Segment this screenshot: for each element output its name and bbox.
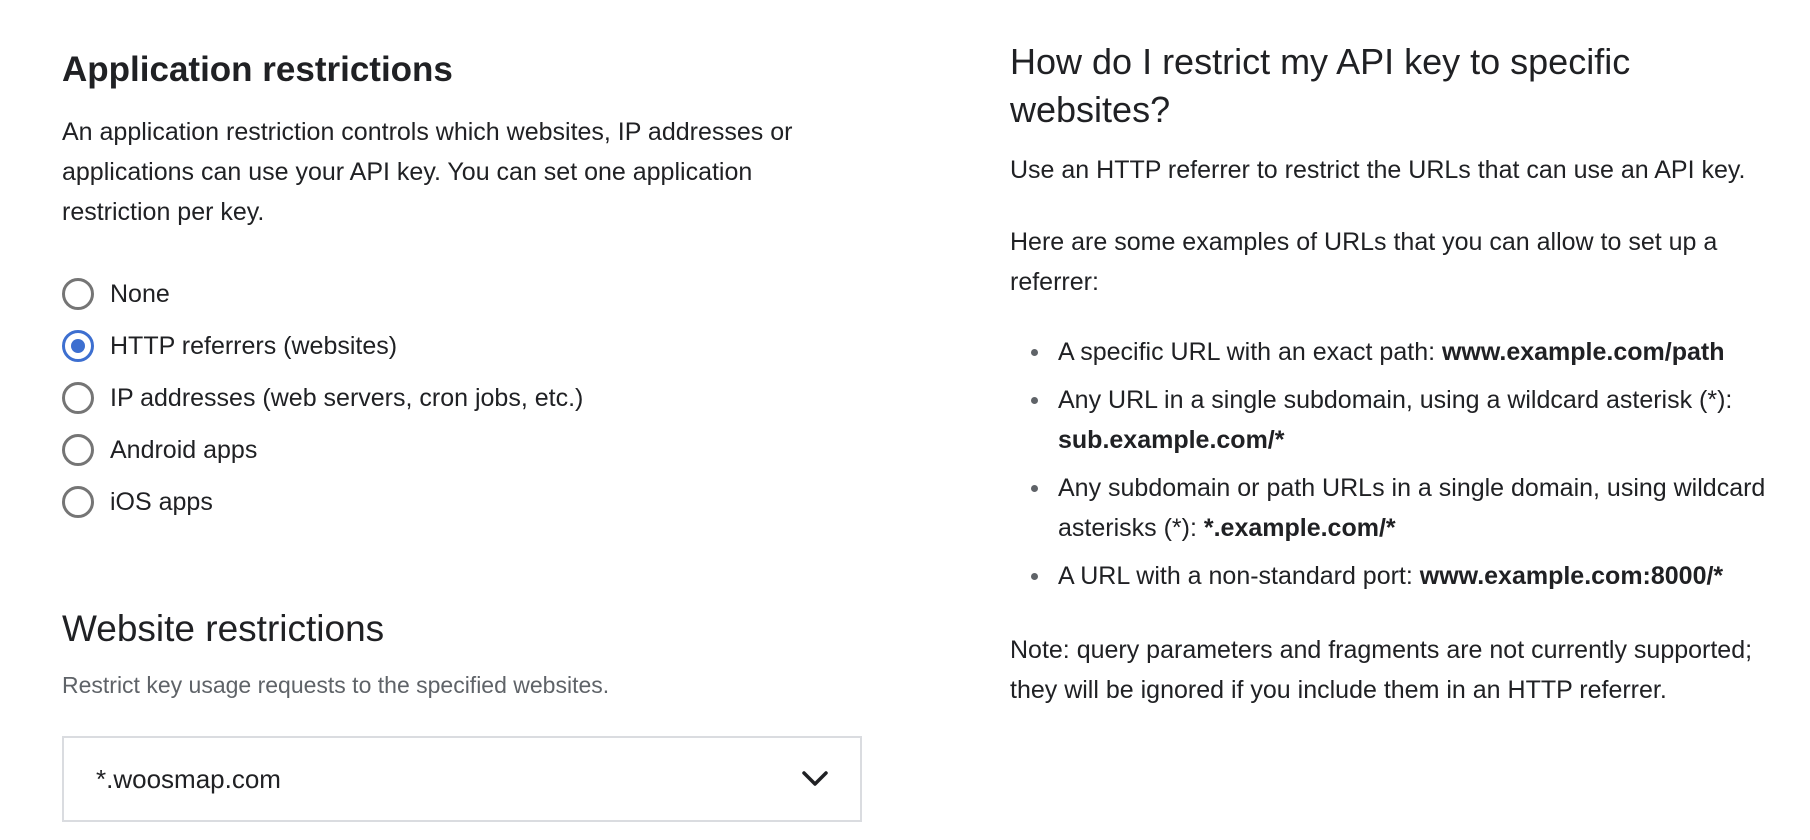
radio-button-none[interactable] <box>62 278 94 310</box>
example-url: *.example.com/* <box>1203 514 1396 542</box>
list-item <box>1058 468 1810 548</box>
example-text: Any subdomain or path URLs in a single domain, using wildcard asterisks (*): <box>1058 474 1766 542</box>
radio-option-http-referrers[interactable] <box>62 320 583 372</box>
example-text: Any URL in a single subdomain, using a wildcard asterisk (*): <box>1058 386 1733 414</box>
radio-label-ios-apps: iOS apps <box>110 487 213 516</box>
radio-label-http-referrers: HTTP referrers (websites) <box>110 331 398 360</box>
radio-button-android-apps[interactable] <box>62 434 94 466</box>
radio-button-ios-apps[interactable] <box>62 486 94 518</box>
example-text: A specific URL with an exact path: <box>1058 338 1442 366</box>
radio-label-none: None <box>110 279 170 308</box>
example-text: A URL with a non-standard port: <box>1058 562 1420 590</box>
help-examples-list <box>1010 332 1810 604</box>
list-item <box>1058 556 1810 596</box>
website-restrictions-title: Website restrictions <box>62 608 385 649</box>
website-referrer-dropdown[interactable] <box>62 736 862 822</box>
application-restrictions-description: An application restriction controls which websites, IP addresses or applications can use your API key. You can set one application restriction per key. <box>62 118 793 226</box>
website-restrictions-description: Restrict key usage requests to the specified websites. <box>62 672 610 698</box>
application-restrictions-title: Application restrictions <box>62 50 453 89</box>
website-referrer-value: *.woosmap.com <box>96 763 281 794</box>
example-url: sub.example.com/* <box>1058 426 1285 454</box>
application-restriction-radio-group <box>62 268 583 528</box>
radio-label-ip-addresses: IP addresses (web servers, cron jobs, etc.) <box>110 383 584 412</box>
radio-option-ip-addresses[interactable] <box>62 372 583 424</box>
example-url: www.example.com/path <box>1441 338 1725 366</box>
radio-button-ip-addresses[interactable] <box>62 382 94 414</box>
help-note: Note: query parameters and fragments are not currently supported; they will be ignored if you include them in an HTTP referrer. <box>1010 636 1753 704</box>
radio-option-ios-apps[interactable] <box>62 476 583 528</box>
list-item <box>1058 380 1810 460</box>
list-item <box>1058 332 1810 372</box>
radio-option-android-apps[interactable] <box>62 424 583 476</box>
help-intro: Use an HTTP referrer to restrict the URLs that can use an API key. <box>1010 156 1746 184</box>
radio-button-http-referrers[interactable] <box>62 330 94 362</box>
example-url: www.example.com:8000/* <box>1419 562 1724 590</box>
help-examples-intro: Here are some examples of URLs that you can allow to set up a referrer: <box>1010 228 1718 296</box>
chevron-down-icon[interactable] <box>800 764 830 794</box>
radio-label-android-apps: Android apps <box>110 435 258 464</box>
radio-option-none[interactable] <box>62 268 583 320</box>
help-title: How do I restrict my API key to specific websites? <box>1010 41 1631 130</box>
